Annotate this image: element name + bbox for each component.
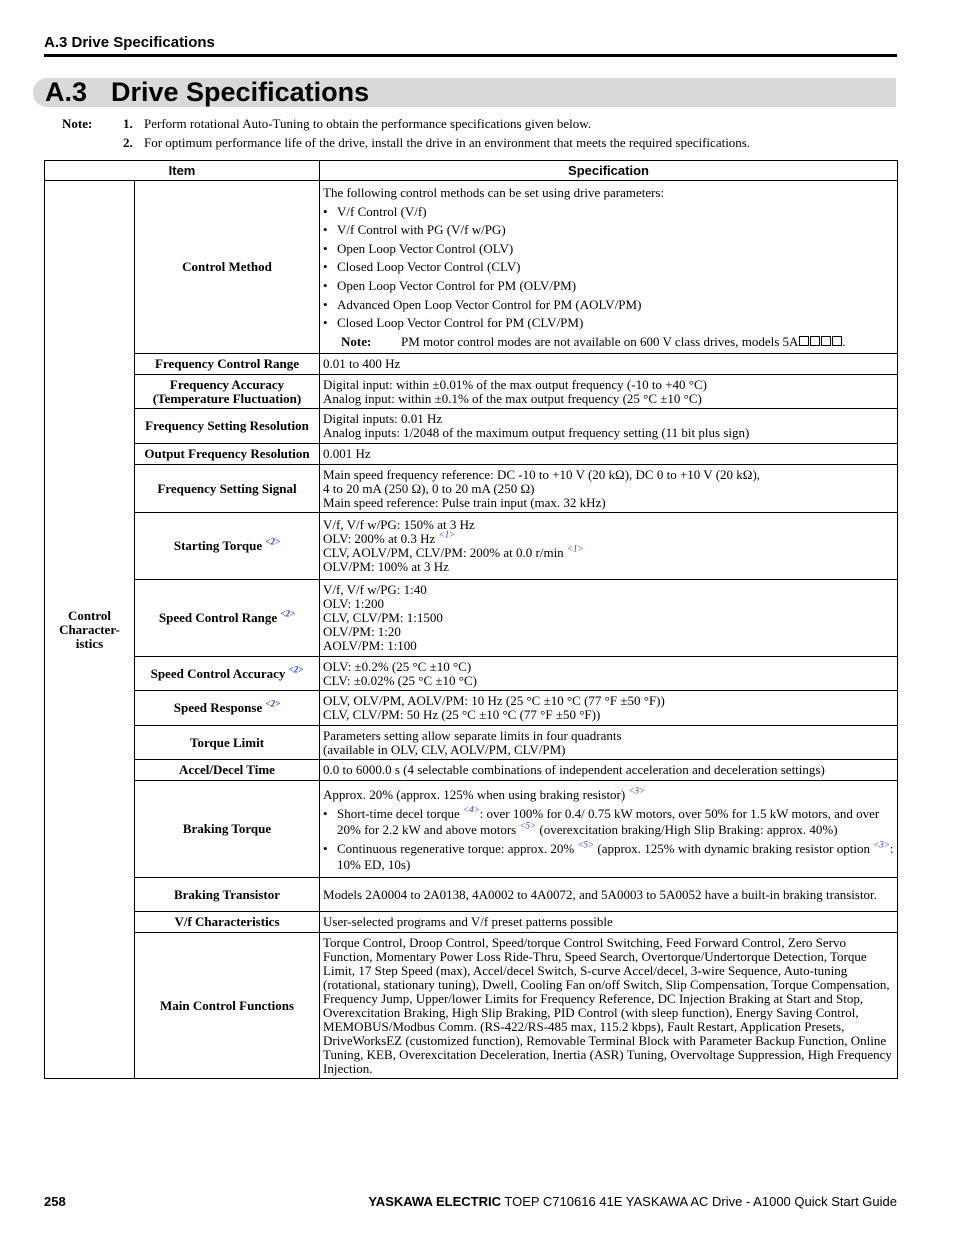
list-item-text: Advanced Open Loop Vector Control for PM (AOLV/PM): [337, 296, 642, 312]
item-label: Starting Torque: [173, 538, 263, 554]
spec-cell: 0.001 Hz: [320, 444, 898, 465]
list-item: • Continuous regenerative torque: approx. 20% $^{<5>}$ (approx. 125% with dynamic braking resistor option $^{<3>}$: 10% ED, 10s): [323, 839, 894, 872]
note-number: 1.: [123, 116, 133, 131]
item-cell: [135, 513, 320, 580]
spec-line: V/f, V/f w/PG: 150% at 3 Hz: [323, 517, 475, 533]
item-cell: Control Method: [135, 181, 320, 354]
table-row: [45, 409, 898, 444]
list-item-text: Short-time decel torque: [337, 806, 460, 822]
item-label: Speed Control Range: [158, 610, 278, 626]
spec-line: Approx. 20% (approx. 125% when using braking resistor): [323, 786, 626, 802]
spec-line: Digital inputs: 0.01 Hz: [323, 411, 443, 427]
spec-line: Digital input: within ±0.01% of the max output frequency (-10 to +40 °C): [323, 376, 707, 392]
list-item: • Open Loop Vector Control (OLV): [323, 240, 894, 259]
item-cell: Frequency Setting Signal: [135, 465, 320, 513]
item-cell: Accel/Decel Time: [135, 760, 320, 781]
item-cell: Frequency Setting Resolution: [135, 409, 320, 444]
item-cell: [135, 375, 320, 409]
footnote-ref[interactable]: <5>: [577, 839, 595, 850]
item-cell: Braking Transistor: [135, 878, 320, 912]
spec-line: V/f, V/f w/PG: 1:40: [323, 582, 427, 598]
list-item-text: Open Loop Vector Control for PM (OLV/PM): [337, 277, 577, 293]
inline-note-text: PM motor control modes are not available on 600 V class drives, models 5A: [401, 333, 799, 349]
item-line: (Temperature Fluctuation): [152, 390, 302, 406]
item-cell: [135, 691, 320, 726]
list-item: • Closed Loop Vector Control for PM (CLV/PM): [323, 314, 894, 333]
table-row: [45, 657, 898, 691]
note-number: 2.: [123, 135, 133, 150]
spec-cell: Models 2A0004 to 2A0138, 4A0002 to 4A0072, and 5A0003 to 5A0052 have a built-in braking transistor.: [320, 878, 898, 912]
footnote-ref[interactable]: <2>: [288, 664, 304, 675]
spec-cell: User-selected programs and V/f preset patterns possible: [320, 912, 898, 933]
item-cell: V/f Characteristics: [135, 912, 320, 933]
item-cell: Torque Limit: [135, 726, 320, 760]
item-label: Speed Response: [173, 700, 263, 716]
table-header-row: [45, 161, 898, 181]
item-cell: Main Control Functions: [135, 933, 320, 1079]
spec-line: (available in OLV, CLV, AOLV/PM, CLV/PM): [323, 741, 566, 757]
running-header: A.3 Drive Specifications: [44, 34, 215, 51]
spec-line: CLV, AOLV/PM, CLV/PM: 200% at 0.0 r/min: [323, 545, 564, 561]
page-number: 258: [44, 1194, 66, 1209]
note-text: For optimum performance life of the drive, install the drive in an environment that meets the required specifications.: [144, 135, 751, 150]
footnote-ref[interactable]: <2>: [280, 609, 296, 620]
column-header-item: Item: [45, 161, 320, 181]
spec-line: Parameters setting allow separate limits in four quadrants: [323, 727, 622, 743]
spec-line: OLV, OLV/PM, AOLV/PM: 10 Hz (25 °C ±10 °C (77 °F ±50 °F)): [323, 693, 665, 709]
footnote-ref[interactable]: <3>: [873, 839, 890, 850]
spec-line: CLV, CLV/PM: 1:1500: [323, 610, 443, 626]
list-item-text: (overexcitation braking/High Slip Braking: approx. 40%): [536, 821, 838, 837]
table-row: [45, 878, 898, 912]
spec-line: OLV: ±0.2% (25 °C ±10 °C): [323, 658, 472, 674]
table-row: [45, 726, 898, 760]
item-cell: Output Frequency Resolution: [135, 444, 320, 465]
item-cell: [135, 580, 320, 657]
section-title: Drive Specifications: [111, 77, 370, 107]
category-cell: Control Character-istics: [45, 181, 135, 1079]
list-item-text: : over 100% for 0.4/ 0.75 kW motors, over 50% for 1.5 kW motors, and over 20% for 2.2 kW and above motors: [337, 806, 880, 837]
footer-text: [368, 1194, 897, 1209]
item-line: Frequency Accuracy: [169, 376, 285, 392]
placeholder-box-icon: [810, 336, 820, 346]
table-row: [45, 513, 898, 580]
item-cell: Braking Torque: [135, 781, 320, 878]
spec-line: Main speed frequency reference: DC -10 to +10 V (20 kΩ), DC 0 to +10 V (20 kΩ),: [323, 466, 761, 482]
footnote-ref[interactable]: <3>: [628, 785, 646, 796]
list-item: • V/f Control with PG (V/f w/PG): [323, 221, 894, 240]
spec-cell: [320, 781, 898, 878]
spec-cell: 0.01 to 400 Hz: [320, 354, 898, 375]
inline-note-label: Note:: [341, 333, 372, 349]
column-header-spec: Specification: [320, 161, 898, 181]
table-row: [45, 465, 898, 513]
list-item-text: V/f Control (V/f): [337, 203, 427, 219]
list-item-text: V/f Control with PG (V/f w/PG): [337, 222, 506, 238]
footnote-ref[interactable]: <5>: [519, 820, 537, 831]
header-rule: [44, 54, 897, 57]
list-item-body: [337, 806, 894, 837]
footer-doc: TOEP C710616 41E YASKAWA AC Drive - A1000 Quick Start Guide: [501, 1194, 897, 1209]
spec-line: Analog input: within ±0.1% of the max output frequency (25 °C ±10 °C): [323, 390, 702, 406]
spec-cell: Torque Control, Droop Control, Speed/torque Control Switching, Feed Forward Control, Zero Servo Function, Momentary Power Loss Ride-Thru, Speed Search, Overtorque/Undertorque Detection, Torque Limit, 17 Step Speed (max), Accel/decel Switch, S-curve Accel/decel, 3-wire Sequence, Auto-tuning (rotational, stationary tuning), Dwell, Cooling Fan on/off Switch, Slip Compensation, Torque Compensation, Frequency Jump, Upper/lower Limits for Frequency Reference, DC Injection Braking at Start and Stop, Overexcitation Braking, High Slip Braking, PID Control (with sleep function), Energy Saving Control, MEMOBUS/Modbus Comm. (RS-422/RS-485 max, 115.2 kbps), Fault Restart, Application Presets, DriveWorksEZ (customized function), Removable Terminal Block with Parameter Backup Function, Online Tuning, KEB, Overexcitation Deceleration, Inertia (ASR) Tuning, Overvoltage Suppression, High Frequency Injection.: [320, 933, 898, 1079]
section-number: A.3: [45, 77, 88, 107]
footnote-ref[interactable]: <2>: [265, 699, 281, 710]
list-item-text: (approx. 125% with dynamic braking resistor option: [594, 841, 870, 857]
list-item-text: : 10% ED, 10s): [337, 841, 894, 872]
table-row: [45, 375, 898, 409]
table-row: [45, 781, 898, 878]
table-row: [45, 444, 898, 465]
spec-line: CLV, CLV/PM: 50 Hz (25 °C ±10 °C (77 °F ±50 °F)): [323, 707, 601, 723]
spec-cell: [320, 691, 898, 726]
spec-cell: [320, 465, 898, 513]
table-row: [45, 912, 898, 933]
spec-intro: The following control methods can be set using drive parameters:: [323, 185, 665, 200]
list-item-text: Closed Loop Vector Control for PM (CLV/PM): [337, 315, 584, 331]
spec-line: Main speed reference: Pulse train input (max. 32 kHz): [323, 494, 606, 510]
table-row: [45, 933, 898, 1079]
list-item-text: Continuous regenerative torque: approx. 20%: [337, 841, 575, 857]
spec-line: AOLV/PM: 1:100: [323, 638, 417, 654]
item-cell: Frequency Control Range: [135, 354, 320, 375]
spec-line-with-ref: [323, 546, 894, 560]
table-row: [45, 691, 898, 726]
inline-note: [323, 333, 894, 352]
placeholder-box-icon: [821, 336, 831, 346]
inline-note-body: [401, 333, 846, 352]
spec-line: CLV: ±0.02% (25 °C ±10 °C): [323, 672, 477, 688]
spec-cell: [320, 181, 898, 354]
list-item-text: Open Loop Vector Control (OLV): [337, 240, 514, 256]
footnote-ref[interactable]: <2>: [265, 537, 281, 548]
table-row: [45, 181, 898, 354]
spec-line: OLV/PM: 100% at 3 Hz: [323, 559, 449, 575]
list-item: • Short-time decel torque $^{<4>}$: over 100% for 0.4/ 0.75 kW motors, over 50% for 1.5 kW motors, and over 20% for 2.2 kW and above motors $^{<5>}$ (overexcitation braking/High Slip Braking: approx. 40%): [323, 806, 894, 837]
section-title-bar: [33, 78, 896, 107]
footer-brand: YASKAWA ELECTRIC: [368, 1194, 501, 1209]
spec-line: OLV: 1:200: [323, 596, 385, 612]
spec-line: Analog inputs: 1/2048 of the maximum output frequency setting (11 bit plus sign): [323, 425, 750, 441]
spec-table: [44, 160, 898, 1079]
list-item-body: [337, 841, 894, 872]
inline-note-end: .: [842, 333, 846, 349]
list-item: • Advanced Open Loop Vector Control for PM (AOLV/PM): [323, 296, 894, 315]
table-row: [45, 580, 898, 657]
note-label: Note:: [62, 116, 93, 131]
list-item: • V/f Control (V/f): [323, 203, 894, 222]
spec-cell: [320, 580, 898, 657]
spec-cell: [320, 726, 898, 760]
spec-cell: [320, 375, 898, 409]
table-row: [45, 760, 898, 781]
item-cell: [135, 657, 320, 691]
placeholder-box-icon: [799, 336, 809, 346]
list-item: • Closed Loop Vector Control (CLV): [323, 258, 894, 277]
spec-line: OLV: 200% at 0.3 Hz: [323, 531, 436, 547]
spec-cell: [320, 513, 898, 580]
spec-cell: [320, 409, 898, 444]
footnote-ref[interactable]: <4>: [463, 804, 480, 815]
footnote-ref[interactable]: <1>: [438, 530, 456, 541]
placeholder-box-icon: [832, 336, 842, 346]
footnote-ref[interactable]: <1>: [566, 544, 584, 555]
spec-line: 4 to 20 mA (250 Ω), 0 to 20 mA (250 Ω): [323, 480, 535, 496]
list-item: • Open Loop Vector Control for PM (OLV/PM): [323, 277, 894, 296]
spec-cell: [320, 657, 898, 691]
table-row: [45, 354, 898, 375]
note-text: Perform rotational Auto-Tuning to obtain the performance specifications given below.: [144, 116, 592, 131]
item-label: Speed Control Accuracy: [150, 665, 286, 681]
list-item-text: Closed Loop Vector Control (CLV): [337, 259, 521, 275]
spec-cell: 0.0 to 6000.0 s (4 selectable combinations of independent acceleration and deceleration settings): [320, 760, 898, 781]
spec-line-with-ref: [323, 787, 894, 803]
spec-line: OLV/PM: 1:20: [323, 624, 401, 640]
